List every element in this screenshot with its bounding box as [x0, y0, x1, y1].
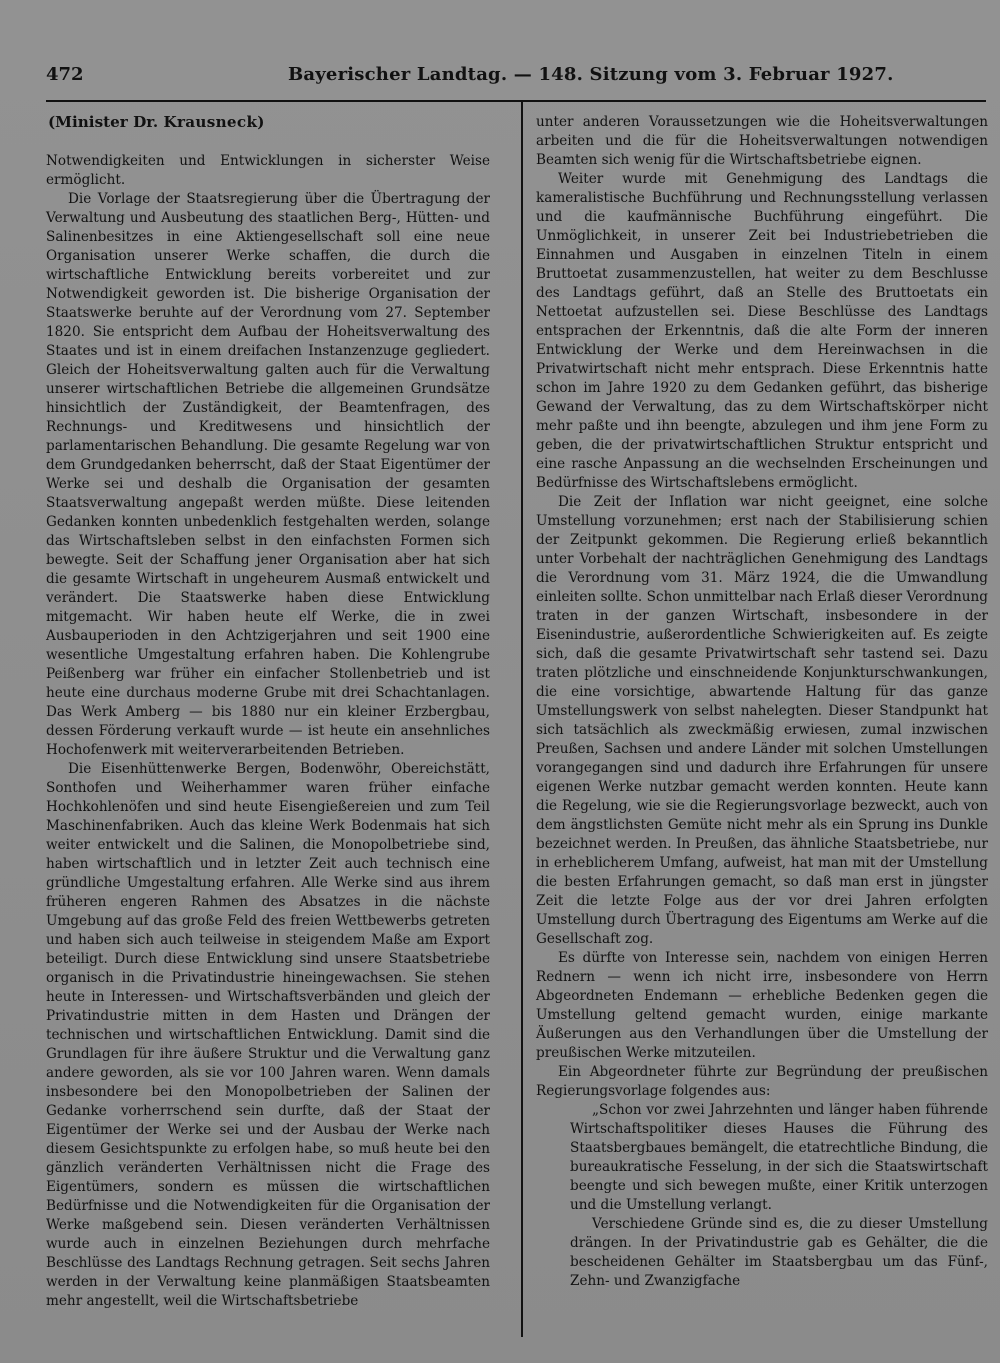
speaker-line: [48, 113, 490, 132]
quote-paragraph: „Schon vor zwei Jahrzehnten und länger haben führende Wirtschaftspolitiker dieses Hauses die Führung des Staatsbergbaues bemängelt, die etatrechtliche Bindung, die bureaukratische Fesselung, in der sich die Staatswirtschaft beengte und sich bewegen mußte, einer Kritik unterzogen und die Umstellung verlangt.: [570, 1102, 988, 1213]
right-column: [536, 113, 988, 1291]
paragraph: Weiter wurde mit Genehmigung des Landtags die kameralistische Buchführung und Rechnungsstellung verlassen und die kaufmännische Buchführung eingeführt. Die Unmöglichkeit, in unserer Zeit bei Industriebetrieben die Einnahmen und Ausgaben in einzelnen Titeln in einem Bruttoetat zusammenzustellen, hat weiter zu dem Beschlusse des Landtags geführt, daß an Stelle des Bruttoetats ein Nettoetat aufzustellen sei. Diese Beschlüsse des Landtags entsprachen der Erkenntnis, daß die alte Form der inneren Entwicklung der Werke und dem Hereinwachsen in die Privatwirtschaft nicht mehr entsprach. Diese Erkenntnis hatte schon im Jahre 1920 zu dem Gedanken geführt, das bisherige Gewand der Verwaltung, das zu dem Wirtschaftskörper nicht mehr paßte und ihn beengte, abzulegen und ihm jene Form zu geben, die der privatwirtschaftlichen Struktur entspricht und eine rasche Anpassung an die wechselnden Erscheinungen und Bedürfnisse des Wirtschaftslebens ermöglicht.: [536, 171, 988, 491]
quote-paragraph: Verschiedene Gründe sind es, die zu dieser Umstellung drängen. In der Privatindustrie gab es Gehälter, die die bescheidenen Gehälter im Staatsbergbau um das Fünf-, Zehn- und Zwanzigfache: [570, 1216, 988, 1289]
header-rule: [46, 100, 986, 102]
speaker-name: Krausneck: [163, 113, 258, 131]
paragraph: unter anderen Voraussetzungen wie die Hoheitsverwaltungen arbeiten und die für die Hoheitsverwaltungen notwendigen Beamten sich wenig für die Wirtschaftsbetriebe eignen.: [536, 114, 988, 168]
speaker-open: (Minister Dr.: [48, 113, 164, 131]
left-column: [46, 113, 490, 1311]
paragraph: Ein Abgeordneter führte zur Begründung der preußischen Regierungsvorlage folgendes aus:: [536, 1064, 988, 1099]
speaker-close: ): [257, 113, 265, 131]
page-header: [46, 64, 982, 94]
paragraph: Die Eisenhüttenwerke Bergen, Bodenwöhr, Obereichstätt, Sonthofen und Weiherhammer waren früher einfache Hochkohlenöfen und sind heute Eisengießereien und zum Teil Maschinenfabriken. Auch das kleine Werk Bodenmais hat sich weiter entwickelt und die Salinen, die Monopolbetriebe sind, haben wirtschaftlich und in letzter Zeit auch technisch eine gründliche Umgestaltung erfahren. Alle Werke sind aus ihrem früheren engeren Rahmen des Absatzes in die nächste Umgebung auf das große Feld des freien Wettbewerbs getreten und haben sich auch teilweise in steigendem Maße am Export beteiligt. Durch diese Entwicklung sind unsere Staatsbetriebe organisch in die Privatindustrie hineingewachsen. Sie stehen heute in Interessen- und Wirtschaftsverbänden und gleich der Privatindustrie mitten in dem Hasten und Drängen der technischen und wirtschaftlichen Entwicklung. Damit sind die Grundlagen für ihre äußere Struktur und die Verwaltung ganz andere geworden, als sie vor 100 Jahren waren. Wenn damals insbesondere bei den Monopolbetrieben der Salinen der Gedanke vorherrschend sein durfte, daß der Staat der Eigentümer der Werke sei und der Ausbau der Werke nach diesem Gesichtspunkte zu erfolgen habe, so muß heute bei den gänzlich veränderten Verhältnissen nicht die Frage des Eigentümers, sondern es müssen die wirtschaftlichen Bedürfnisse und die Notwendigkeiten für die Organisation der Werke maßgebend sein. Diesen veränderten Verhältnissen wurde auch in einzelnen Beziehungen durch mehrfache Beschlüsse des Landtags Rechnung getragen. Seit sechs Jahren werden in der Verwaltung keine planmäßigen Staatsbeamten mehr angestellt, weil die Wirtschaftsbetriebe: [46, 761, 490, 1309]
running-head: Bayerischer Landtag. — 148. Sitzung vom 3. Februar 1927.: [288, 64, 894, 85]
page-number: 472: [46, 64, 84, 85]
paragraph: Die Vorlage der Staatsregierung über die Übertragung der Verwaltung und Ausbeutung des staatlichen Berg-, Hütten- und Salinenbesitzes in eine Aktiengesellschaft soll eine neue Organisation unserer Werke schaffen, die durch die wirtschaftliche Entwicklung bereits vorbereitet und zur Notwendigkeit geworden ist. Die bisherige Organisation der Staatswerke beruhte auf der Verordnung vom 27. September 1820. Sie entspricht dem Aufbau der Hoheitsverwaltung des Staates und ist in einem dreifachen Instanzenzuge gegliedert. Gleich der Hoheitsverwaltung galten auch für die Verwaltung unserer wirtschaftlichen Betriebe die allgemeinen Grundsätze hinsichtlich der Zuständigkeit, der Beamtenfragen, des Rechnungs- und Kreditwesens und hinsichtlich der parlamentarischen Behandlung. Die gesamte Regelung war von dem Grundgedanken beherrscht, daß der Staat Eigentümer der Werke sei und deshalb die Organisation der gesamten Staatsverwaltung angepaßt werden müßte. Diese leitenden Gedanken konnten unbedenklich festgehalten werden, solange das Wirtschaftsleben selbst in den einfachsten Formen sich bewegte. Seit der Schaffung jener Organisation aber hat sich die gesamte Wirtschaft in ungeheurem Ausmaß entwickelt und verändert. Die Staatswerke haben diese Entwicklung mitgemacht. Wir haben heute elf Werke, die in zwei Ausbauperioden in den Achtzigerjahren und seit 1900 eine wesentliche Umgestaltung erfahren haben. Die Kohlengrube Peißenberg war früher ein einfacher Stollenbetrieb und ist heute eine durchaus moderne Grube mit drei Schachtanlagen. Das Werk Amberg — bis 1880 nur ein kleiner Erzbergbau, dessen Förderung verkauft wurde — ist heute ein ansehnliches Hochofenwerk mit weiterverarbeitenden Betrieben.: [46, 191, 490, 758]
paragraph: Es dürfte von Interesse sein, nachdem von einigen Herren Rednern — wenn ich nicht irre, insbesondere von Herrn Abgeordneten Endemann — erhebliche Bedenken gegen die Umstellung geltend gemacht wurden, einige markante Äußerungen aus den Verhandlungen über die Umstellung der preußischen Werke mitzuteilen.: [536, 950, 988, 1061]
paragraph: Notwendigkeiten und Entwicklungen in sicherster Weise ermöglicht.: [46, 153, 490, 188]
column-divider: [521, 102, 523, 1337]
paragraph: Die Zeit der Inflation war nicht geeignet, eine solche Umstellung vorzunehmen; erst nach der Stabilisierung schien der Zeitpunkt gekommen. Die Regierung erließ bekanntlich unter Vorbehalt der nachträglichen Genehmigung des Landtags die Verordnung vom 31. März 1924, die die Umwandlung einleiten sollte. Schon unmittelbar nach Erlaß dieser Verordnung traten in der ganzen Wirtschaft, insbesondere in der Eisenindustrie, außerordentliche Schwierigkeiten auf. Es zeigte sich, daß die gesamte Privatwirtschaft sehr tastend sei. Dazu traten plötzliche und einschneidende Konjunkturschwankungen, die eine vorsichtige, abwartende Haltung für das ganze Umstellungswerk von selbst nahelegten. Dieser Standpunkt hat sich tatsächlich als zweckmäßig erwiesen, zumal inzwischen Preußen, Sachsen und andere Länder mit solchen Umstellungen vorangegangen sind und dadurch ihre Erfahrungen für unsere eigenen Werke nutzbar gemacht werden konnten. Heute kann die Regelung, wie sie die Regierungsvorlage bezweckt, auch von dem ängstlichsten Gemüte nicht mehr als ein Sprung ins Dunkle bezeichnet werden. In Preußen, das ähnliche Staatsbetriebe, nur in erheblicherem Umfang, aufweist, hat man mit der Umstellung die besten Erfahrungen gemacht, so daß man erst in jüngster Zeit die letzte Folge aus der vor drei Jahren erfolgten Umstellung durch Übertragung des Eigentums am Werke auf die Gesellschaft zog.: [536, 494, 988, 947]
